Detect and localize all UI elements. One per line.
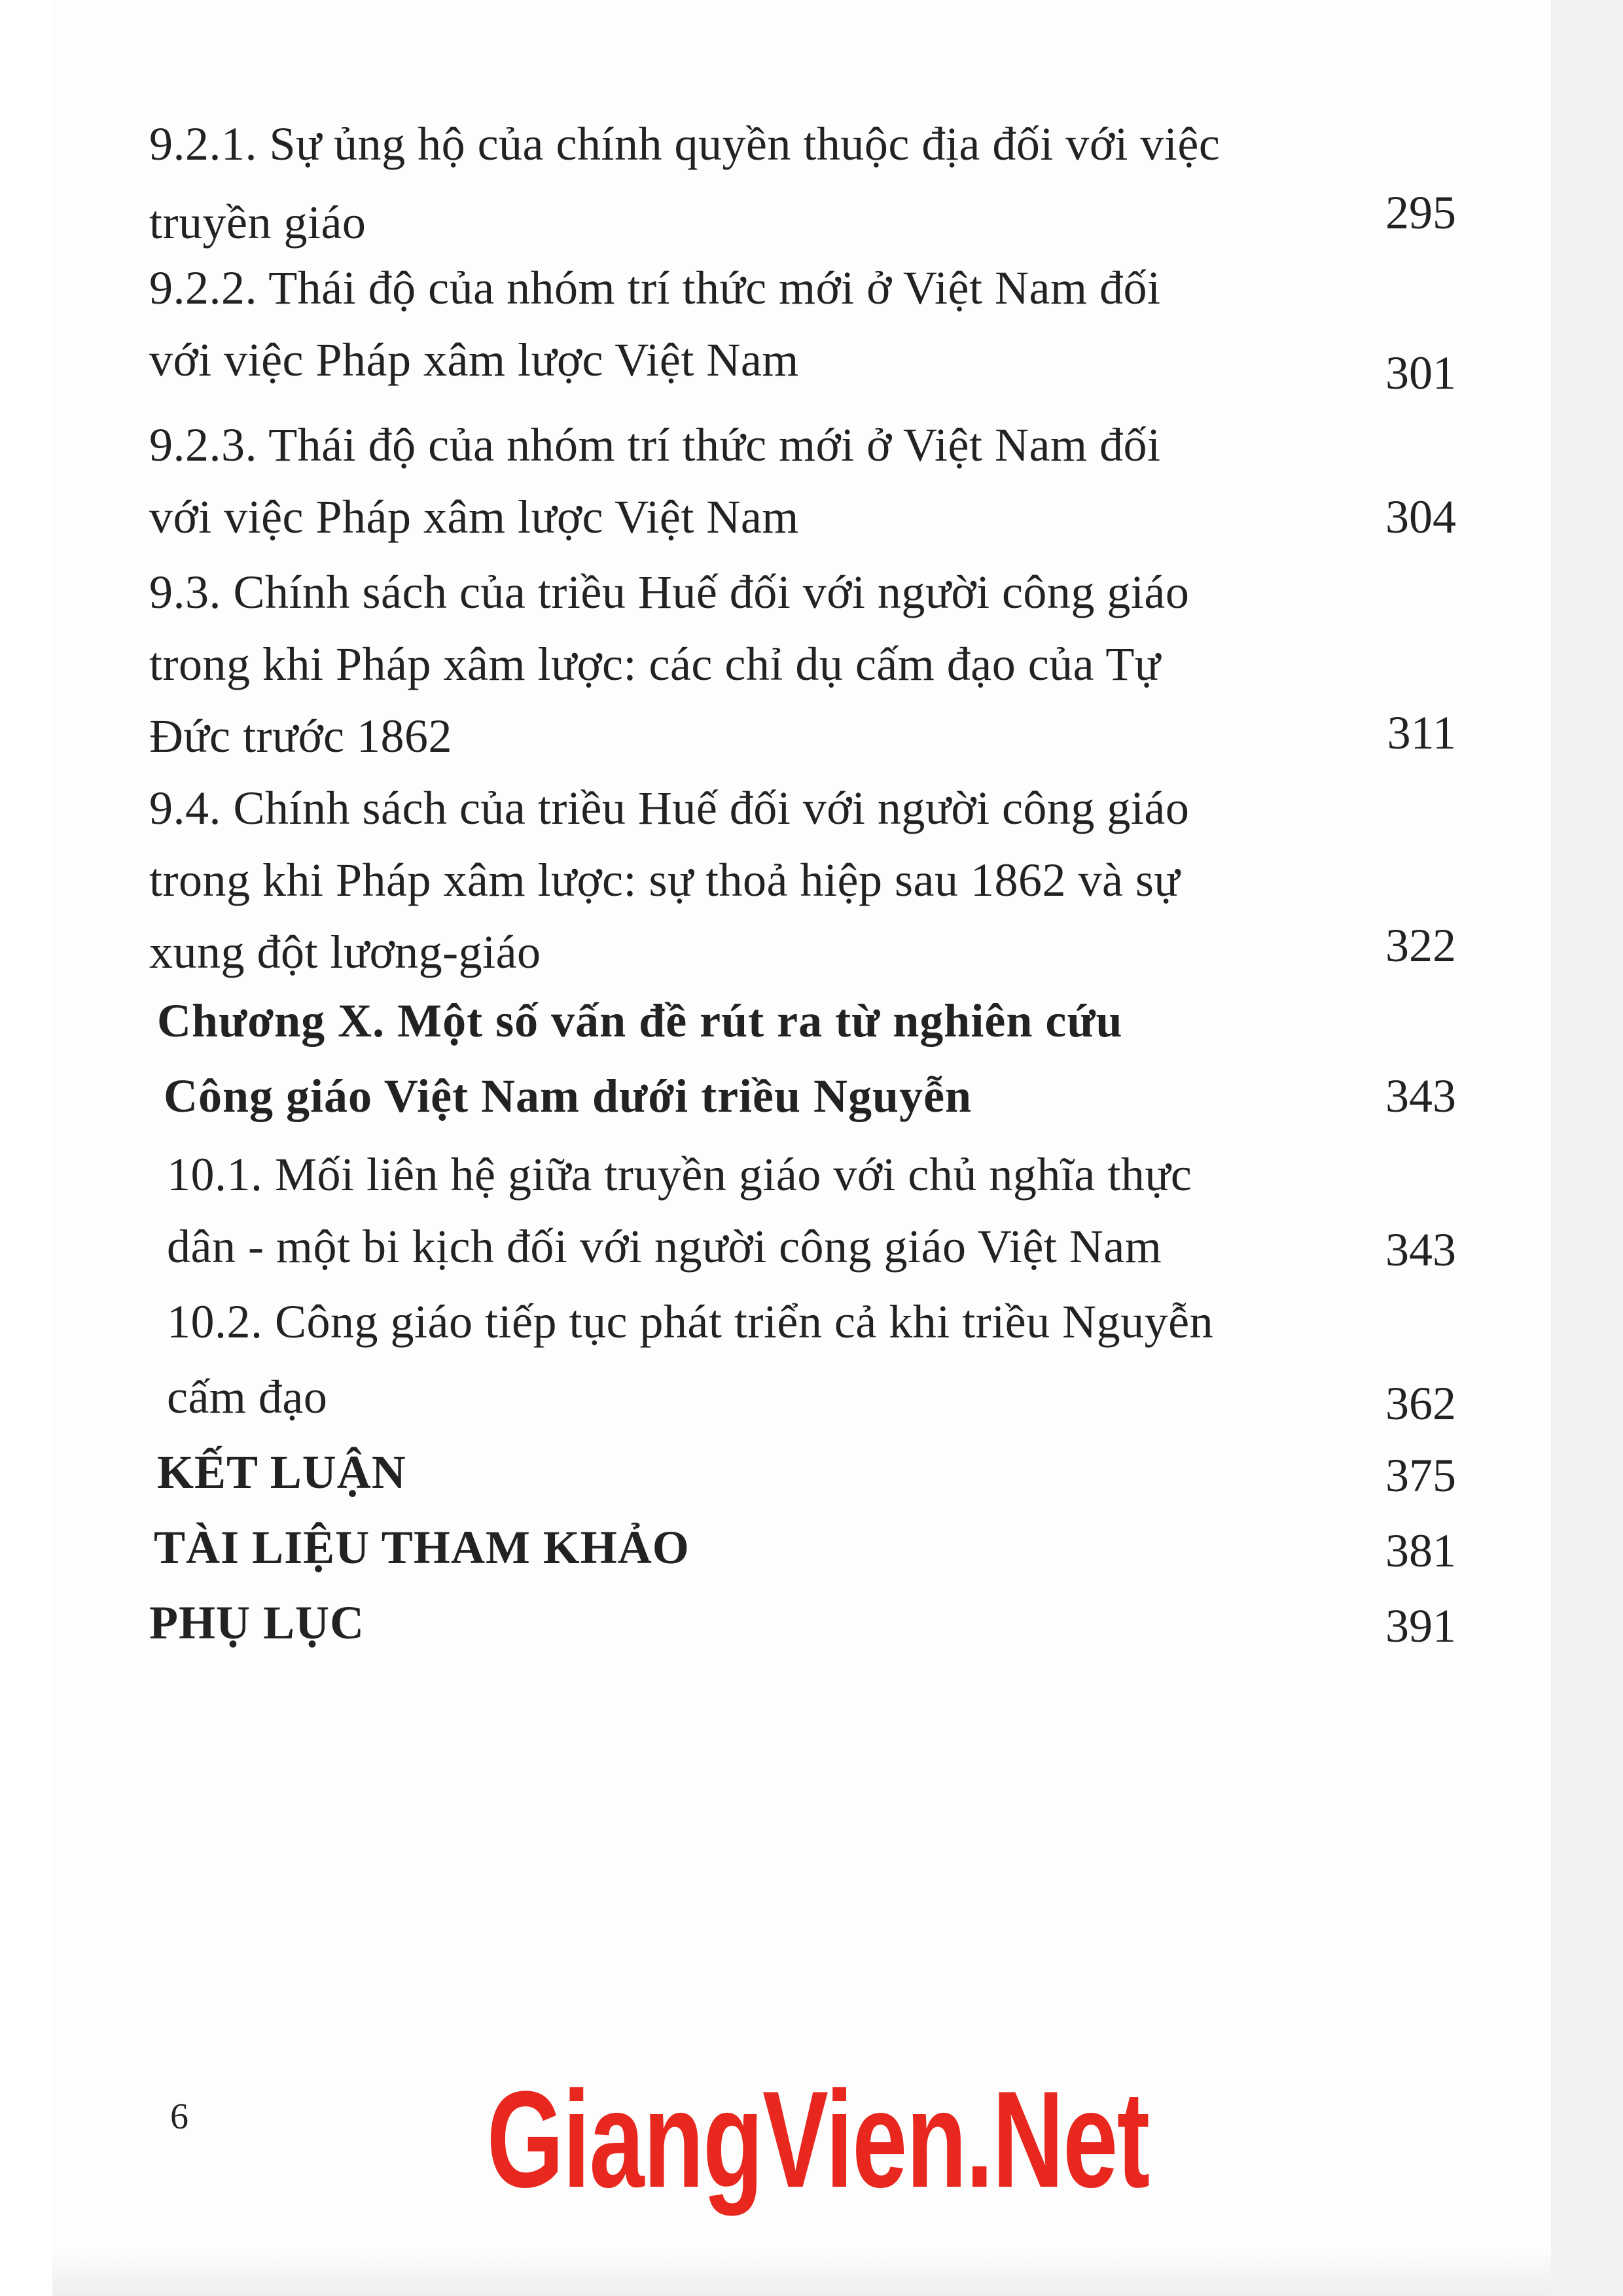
watermark [487,2062,1149,2216]
toc-entry-text-line: xung đột lương-giáo [149,926,541,978]
toc-entry-text-line: cấm đạo [167,1371,328,1423]
page-bottom-shadow [52,2251,1551,2296]
toc-entry-text-line: với việc Pháp xâm lược Việt Nam [149,491,799,543]
toc-entry-text-line: 9.2.1. Sự ủng hộ của chính quyền thuộc địa đối với việc [149,118,1221,170]
toc-page-number: 343 [1385,1070,1456,1122]
toc-chapter-title-line: Công giáo Việt Nam dưới triều Nguyễn [164,1070,972,1122]
toc-page-number: 375 [1385,1449,1456,1502]
toc-entry-text-line: 9.4. Chính sách của triều Huế đối với người công giáo [149,782,1190,834]
toc-entry-text-line: truyền giáo [149,196,366,249]
toc-entry-text-line: dân - một bi kịch đối với người công giáo Việt Nam [167,1220,1162,1273]
toc-entry-text-line: 10.1. Mối liên hệ giữa truyền giáo với chủ nghĩa thực [167,1148,1192,1201]
toc-chapter-title-line: Chương X. Một số vấn đề rút ra từ nghiên cứu [157,995,1123,1047]
toc-entry-text-line: trong khi Pháp xâm lược: các chỉ dụ cấm đạo của Tự [149,638,1161,690]
toc-page-number: 301 [1385,347,1456,399]
toc-page-number: 381 [1385,1525,1456,1577]
toc-section-title: PHỤ LỤC [149,1597,365,1649]
toc-page-number: 295 [1385,186,1456,239]
toc-entry-text-line: với việc Pháp xâm lược Việt Nam [149,334,799,386]
toc-page-number: 362 [1385,1377,1456,1430]
toc-section-title: KẾT LUẬN [157,1446,406,1498]
toc-entry-text-line: 9.2.2. Thái độ của nhóm trí thức mới ở Việt Nam đối [149,262,1161,314]
toc-entry-text-line: trong khi Pháp xâm lược: sự thoả hiệp sau 1862 và sự [149,854,1180,906]
toc-page-number: 343 [1385,1224,1456,1276]
watermark-text: GiangVien.Net [487,2062,1149,2216]
toc-page-number: 304 [1385,491,1456,543]
toc-page-number: 322 [1385,919,1456,972]
toc-page-number: 311 [1387,707,1456,759]
toc-entry-text-line: 9.2.3. Thái độ của nhóm trí thức mới ở Việt Nam đối [149,419,1161,471]
toc-entry-text-line: 9.3. Chính sách của triều Huế đối với người công giáo [149,566,1190,618]
page-folio-number: 6 [170,2096,188,2137]
page-edge-shadow [1551,0,1623,2296]
toc-page-number: 391 [1385,1600,1456,1652]
toc-entry-text-line: 10.2. Công giáo tiếp tục phát triển cả khi triều Nguyễn [167,1296,1214,1348]
toc-entry-text-line: Đức trước 1862 [149,710,453,762]
toc-section-title: TÀI LIỆU THAM KHẢO [154,1521,690,1574]
